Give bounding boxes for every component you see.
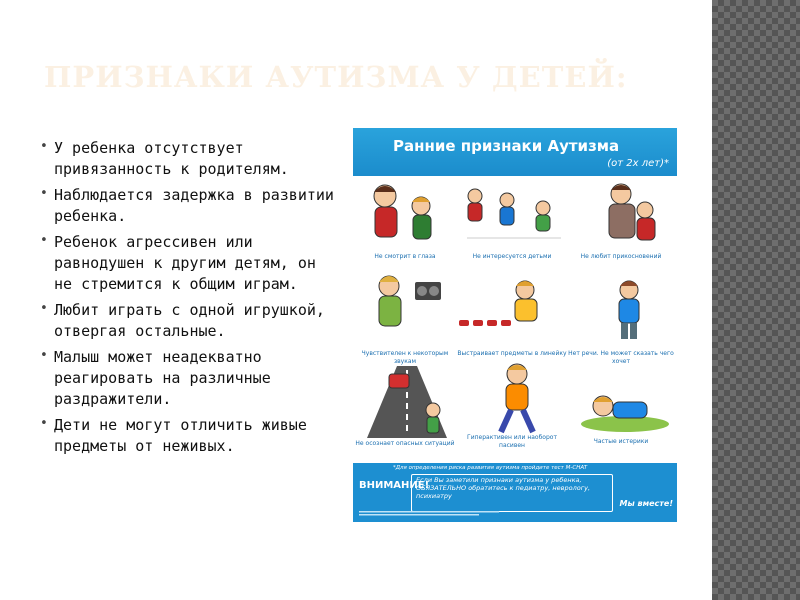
no-eye-contact-illustration: [357, 180, 453, 250]
bullet-item: • Любит играть с одной игрушкой, отвергая остальные.: [40, 300, 340, 342]
tantrums-illustration: [577, 378, 673, 434]
caption-tantrums: Частые истерики: [593, 438, 649, 445]
poster-header: [353, 128, 677, 176]
sound-sensitive-illustration: [361, 268, 449, 334]
poster-title: Ранние признаки Аутизма: [393, 137, 620, 155]
lines-up-objects-illustration: [457, 276, 567, 336]
danger-unaware-illustration: [357, 366, 453, 438]
no-speech-illustration: [585, 278, 673, 344]
caption-no-speech: Нет речи. Не может сказать чего хочет: [568, 350, 674, 365]
bullet-item: • Ребенок агрессивен или равнодушен к другим детям, он не стремится к общим играм.: [40, 232, 340, 295]
caption-lines-up-objects: Выстраивает предметы в линейку: [457, 350, 567, 357]
bullet-list: [40, 138, 340, 462]
caption-danger-unaware: Не осознает опасных ситуаций: [355, 440, 455, 447]
dislikes-touch-illustration: [585, 180, 673, 252]
caption-not-interested-children: Не интересуется детьми: [472, 253, 552, 260]
mchat-note: *Для определения риска развития аутизма пройдите тест M-CHAT: [393, 465, 588, 471]
caption-hyperactive: Гиперактивен или наоборот пасивен: [467, 434, 557, 449]
credits-lines: [359, 511, 509, 518]
warning-label: ВНИМАНИЕ!: [359, 480, 430, 491]
hyperactive-illustration: [489, 362, 545, 436]
brand-logo: Мы вместе!: [619, 499, 673, 508]
bullet-item: • Дети не могут отличить живые предметы от неживых.: [40, 415, 340, 457]
caption-sound-sensitive: Чувствителен к некоторым звукам: [361, 350, 449, 365]
bullet-item: • У ребенка отсутствует привязанность к родителям.: [40, 138, 340, 180]
caption-no-eye-contact: Не смотрит в глаза: [374, 253, 436, 260]
not-interested-in-children-illustration: [457, 186, 567, 250]
autism-signs-poster: [353, 128, 677, 522]
slide-title: ПРИЗНАКИ АУТИЗМА У ДЕТЕЙ:: [44, 60, 628, 94]
caption-dislikes-touch: Не любит прикосновений: [580, 253, 662, 260]
poster-subtitle: (от 2х лет)*: [607, 158, 669, 169]
warning-box: Если Вы заметили признаки аутизма у ребенка, ОБЯЗАТЕЛЬНО обратитесь к педиатру, неврологу, психиатру: [411, 474, 613, 512]
credits-text-lines: [359, 511, 509, 517]
bullet-item: • Малыш может неадекватно реагировать на различные раздражители.: [40, 347, 340, 410]
decorative-side-strip: [712, 0, 800, 600]
bullet-item: • Наблюдается задержка в развитии ребенка.: [40, 185, 340, 227]
poster-footer: [353, 463, 677, 522]
